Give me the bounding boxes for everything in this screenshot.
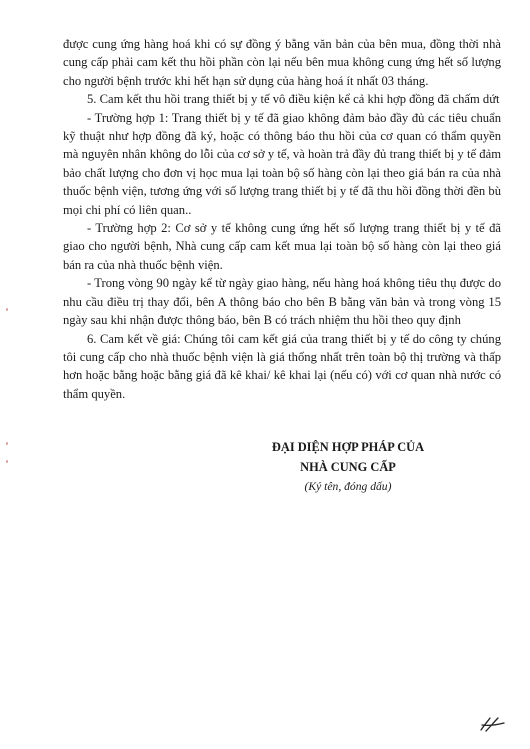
margin-mark bbox=[6, 308, 8, 311]
signature-block bbox=[268, 437, 428, 497]
margin-mark bbox=[6, 442, 8, 445]
case-1-paragraph: - Trường hợp 1: Trang thiết bị y tế đã giao không đảm bảo đầy đủ các tiêu chuẩn kỹ thuật như hợp đồng đã ký, hoặc có thông báo thu hồi của cơ quan có thẩm quyền mà nguyên nhân không do lỗi của cơ sở y tế, và hoàn trả đầy đủ trang thiết bị y tế đảm bảo chất lượng cho đơn vị học mua lại toàn bộ số hàng còn lại theo giá bán ra của nhà thuốc bệnh viện, tương ứng với số lượng trang thiết bị y tế đã thu hồi đồng thời đền bù mọi chi phí có liên quan.. bbox=[63, 110, 501, 217]
handwritten-initial-mark bbox=[478, 715, 506, 735]
paragraph-supply-commitment: được cung ứng hàng hoá khi có sự đồng ý bằng văn bản của bên mua, đồng thời nhà cung cấp phải cam kết thu hồi phần còn lại nếu bên mua không cung ứng hết số lượng cho người bệnh trước khi hết hạn sử dụng của hàng hoá ít nhất 03 tháng. bbox=[63, 37, 501, 88]
case-2-paragraph: - Trường hợp 2: Cơ sở y tế không cung ứng hết số lượng trang thiết bị y tế đã giao cho người bệnh, Nhà cung cấp cam kết mua lại toàn bộ số hàng còn lại theo giá bán ra của nhà thuốc bệnh viện. bbox=[63, 221, 501, 272]
document-body bbox=[63, 35, 501, 403]
section-6-price-commitment: 6. Cam kết về giá: Chúng tôi cam kết giá của trang thiết bị y tế do công ty chúng tôi cung cấp cho nhà thuốc bệnh viện là giá thống nhất trên toàn bộ thị trường và thấp hơn hoặc bằng hoặc bằng giá đã kê khai/ kê khai lại (nếu có) với cơ quan nhà nước có thẩm quyền. bbox=[63, 331, 501, 401]
signature-subtitle: (Ký tên, đóng dấu) bbox=[304, 480, 392, 493]
section-5-heading: 5. Cam kết thu hồi trang thiết bị y tế vô điều kiện kể cả khi hợp đồng đã chấm dứt bbox=[87, 92, 500, 107]
margin-mark bbox=[6, 460, 8, 463]
signature-title-line2: NHÀ CUNG CẤP bbox=[300, 460, 396, 474]
signature-title-line1: ĐẠI DIỆN HỢP PHÁP CỦA bbox=[271, 440, 425, 454]
return-period-paragraph: - Trong vòng 90 ngày kể từ ngày giao hàng, nếu hàng hoá không tiêu thụ được do nhu cầu điều trị thay đổi, bên A thông báo cho bên B bằng văn bản và trong vòng 15 ngày sau khi nhận được thông báo, bên B có trách nhiệm thu hồi theo quy định bbox=[63, 276, 501, 328]
